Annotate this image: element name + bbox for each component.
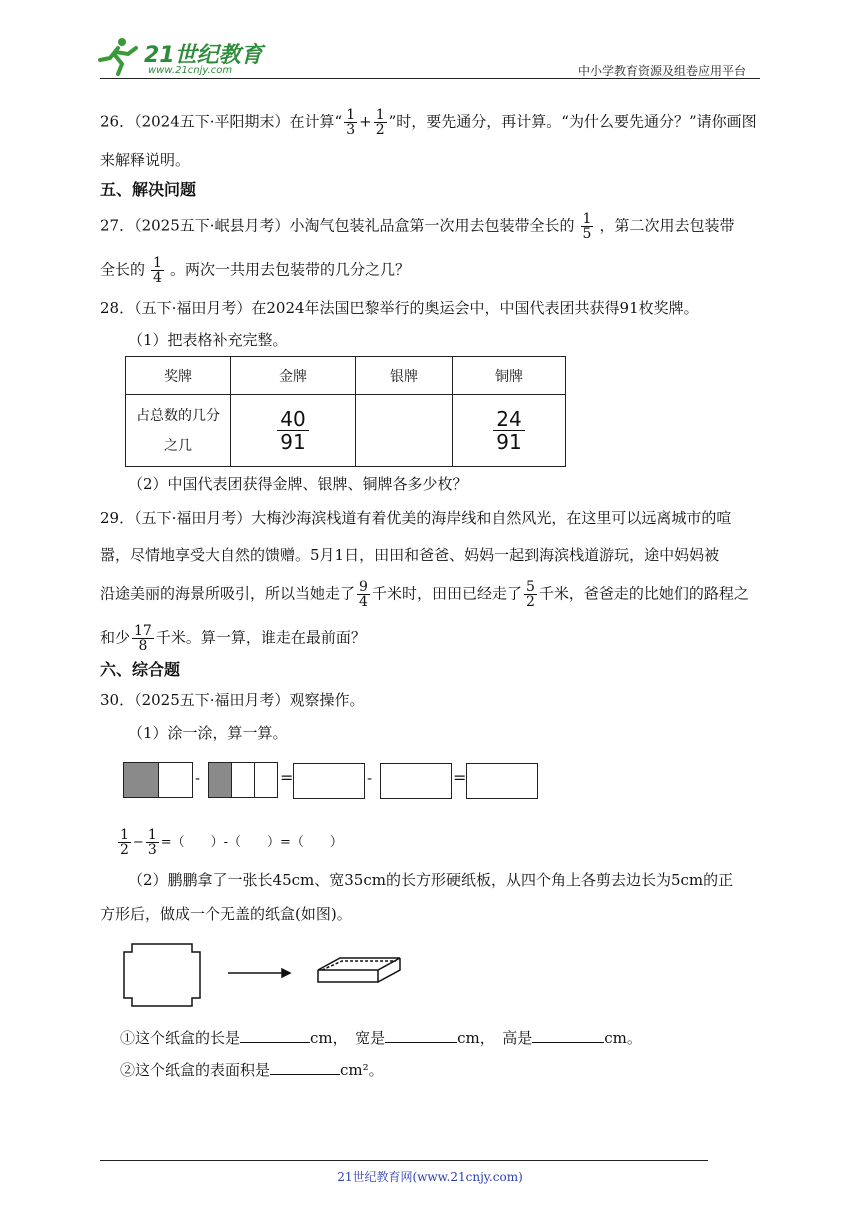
bar-blank-3[interactable] bbox=[466, 763, 538, 799]
eq-fraction-1: $\frac{1}{2}$ bbox=[120, 827, 129, 858]
section-6-heading: 六、综合题 bbox=[100, 660, 181, 679]
header-logo bbox=[96, 36, 266, 80]
surface-area-blank[interactable] bbox=[270, 1060, 340, 1075]
item1-text-c: cm， 高是 bbox=[457, 1029, 533, 1047]
height-blank[interactable] bbox=[532, 1028, 604, 1043]
q29-text-c: 千米，爸爸走的比她们的路程之 bbox=[538, 584, 749, 603]
gold-fraction: $\frac{40}{91}$ bbox=[277, 408, 308, 453]
bar-blank-1[interactable] bbox=[293, 763, 365, 799]
length-blank[interactable] bbox=[240, 1028, 310, 1043]
item2-text-a: ②这个纸盒的表面积是 bbox=[120, 1061, 271, 1079]
q28-sub2: （2）中国代表团获得金牌、银牌、铜牌各多少枚？ bbox=[128, 475, 468, 493]
q26-text-a: （2024五下·平阳期末）在计算“ bbox=[134, 112, 343, 131]
bar-blank-2[interactable] bbox=[380, 763, 452, 799]
q27-fraction-2: $\frac{1}{4}$ bbox=[153, 255, 162, 286]
table-cell-gold bbox=[231, 395, 356, 467]
medal-table bbox=[125, 356, 566, 467]
bar-halves[interactable] bbox=[123, 762, 193, 798]
q27-text-b: ，第二次用去包装带 bbox=[599, 216, 735, 235]
q26-plus: + bbox=[359, 112, 372, 131]
header-platform-text: 中小学教育资源及组卷应用平台 bbox=[578, 64, 747, 78]
row-label-line1: 占总数的几分 bbox=[136, 407, 220, 424]
section-5-heading: 五、解决问题 bbox=[100, 180, 197, 199]
q27-line1 bbox=[100, 212, 734, 241]
table-row-label bbox=[126, 395, 231, 467]
q26-fraction-1: $\frac{1}{3}$ bbox=[346, 107, 356, 138]
q26-line2: 来解释说明。 bbox=[100, 151, 191, 169]
row-label-line2: 之几 bbox=[164, 437, 192, 454]
q26-number: 26． bbox=[100, 112, 135, 131]
width-blank[interactable] bbox=[385, 1028, 457, 1043]
q29-text-a: 沿途美丽的海景所吸引，所以当她走了 bbox=[100, 584, 356, 603]
table-cell-bronze bbox=[453, 395, 566, 467]
cardboard-box-diagram bbox=[120, 940, 420, 1010]
q28-sub1: （1）把表格补充完整。 bbox=[128, 331, 288, 349]
q30-item1 bbox=[120, 1028, 642, 1048]
table-header-medal: 奖牌 bbox=[126, 357, 231, 395]
q26-fraction-2: $\frac{1}{2}$ bbox=[375, 107, 385, 138]
eq-fraction-2: $\frac{1}{3}$ bbox=[147, 827, 157, 858]
q29-line4 bbox=[100, 624, 366, 653]
q26-text-b: ”时，要先通分，再计算。“为什么要先通分？”请你画图 bbox=[388, 112, 757, 131]
q29-line2: 嚣，尽情地享受大自然的馈赠。5月1日，田田和爸爸、妈妈一起到海滨栈道游玩，途中妈妈被 bbox=[100, 546, 720, 564]
item1-text-a: ①这个纸盒的长是 bbox=[120, 1029, 241, 1047]
header-rule bbox=[100, 78, 760, 79]
q27-text-d: 。两次一共用去包装带的几分之几？ bbox=[169, 260, 410, 279]
q30-equation bbox=[116, 828, 343, 857]
q30-sub2-line2: 方形后，做成一个无盖的纸盒(如图)。 bbox=[100, 905, 352, 923]
q28-line1: 28．（五下·福田月考）在2024年法国巴黎举行的奥运会中，中国代表团共获得91枚奖牌。 bbox=[100, 299, 699, 317]
q27-line2 bbox=[100, 256, 410, 285]
table-header-gold: 金牌 bbox=[231, 357, 356, 395]
eq-rest: =（ ）-（ ）=（ ） bbox=[160, 835, 343, 850]
q30-sub1: （1）涂一涂，算一算。 bbox=[128, 724, 288, 742]
q29-text-e: 千米。算一算，谁走在最前面？ bbox=[155, 628, 366, 647]
q29-fraction-1: $\frac{9}{4}$ bbox=[359, 579, 368, 610]
bar-thirds[interactable] bbox=[208, 762, 278, 798]
item2-text-b: cm²。 bbox=[340, 1061, 384, 1079]
runner-logo-icon bbox=[96, 36, 142, 76]
op-minus-1: - bbox=[195, 769, 201, 787]
bronze-fraction: $\frac{24}{91}$ bbox=[493, 408, 524, 453]
op-equals-2: = bbox=[453, 768, 467, 787]
q29-text-b: 千米时，田田已经走了 bbox=[371, 584, 522, 603]
table-cell-silver[interactable] bbox=[356, 395, 453, 467]
q27-text-a: 27．（2025五下·岷县月考）小淘气包装礼品盒第一次用去包装带全长的 bbox=[100, 216, 575, 235]
q27-fraction-1: $\frac{1}{5}$ bbox=[582, 211, 592, 242]
op-equals-1: = bbox=[280, 768, 294, 787]
logo-title: 21世纪教育 bbox=[144, 43, 263, 68]
eq-minus: − bbox=[132, 835, 144, 850]
q29-line1: 29．（五下·福田月考）大梅沙海滨栈道有着优美的海岸线和自然风光，在这里可以远离城市的喧 bbox=[100, 509, 732, 527]
item1-text-b: cm， 宽是 bbox=[310, 1029, 386, 1047]
q29-line3 bbox=[100, 580, 749, 609]
open-box-icon bbox=[318, 958, 400, 982]
q29-fraction-3: $\frac{17}{8}$ bbox=[134, 623, 152, 654]
arrow-icon bbox=[228, 969, 290, 977]
footer-rule bbox=[100, 1160, 708, 1161]
q30-item2 bbox=[120, 1060, 384, 1080]
q26-line1 bbox=[100, 108, 757, 137]
q27-text-c: 全长的 bbox=[100, 260, 146, 279]
q30-sub2-line1: （2）鹏鹏拿了一张长45cm、宽35cm的长方形硬纸板，从四个角上各剪去边长为5cm的正 bbox=[128, 871, 734, 889]
item1-text-d: cm。 bbox=[604, 1029, 642, 1047]
table-header-bronze: 铜牌 bbox=[453, 357, 566, 395]
table-header-silver: 银牌 bbox=[356, 357, 453, 395]
cardboard-sheet bbox=[124, 944, 200, 1006]
q30-line1: 30．（2025五下·福田月考）观察操作。 bbox=[100, 691, 365, 709]
logo-url: www.21cnjy.com bbox=[148, 65, 233, 76]
footer-text[interactable]: 21世纪教育网(www.21cnjy.com) bbox=[337, 1170, 523, 1184]
op-minus-2: - bbox=[367, 769, 373, 787]
q29-fraction-2: $\frac{5}{2}$ bbox=[525, 579, 535, 610]
q29-text-d: 和少 bbox=[100, 628, 131, 647]
